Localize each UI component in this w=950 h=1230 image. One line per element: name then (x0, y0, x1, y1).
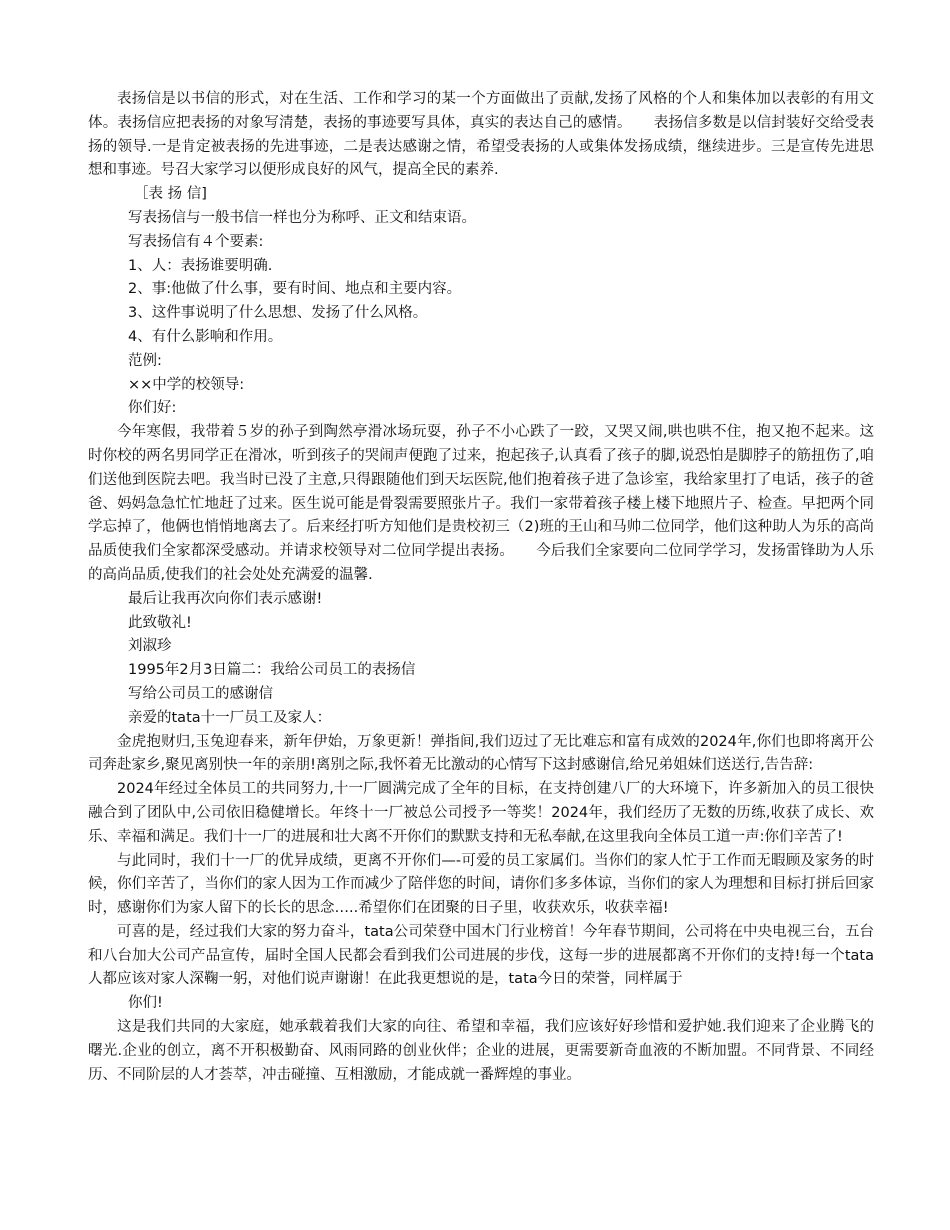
intro-paragraph: 表扬信是以书信的形式，对在生活、工作和学习的某一个方面做出了贡献,发扬了风格的个人和集体加以表彰的有用文体。表扬信应把表扬的对象写清楚，表扬的事迹要写具体，真实的表达自己的感情。 表扬信多数是以信封装好交给受表扬的领导.一是肯定被表扬的先进事迹，二是表达感谢之情，希望受表扬的人或集体发扬成绩，继续进步。三是宣传先进思想和事迹。号召大家学习以便形成良好的风气，提高全民的素养. (88, 91, 874, 179)
letter-body-paragraph: 今年寒假，我带着５岁的孙子到陶然亭滑冰场玩耍，孙子不小心跌了一跤，又哭又闹,哄也哄不住，抱又抱不起来。这时你校的两名男同学正在滑冰，听到孩子的哭闹声便跑了过来，抱起孩子,认真看了孩子的脚,说恐怕是脚脖子的筋扭伤了,咱们送他到医院去吧。我当时已没了主意,只得跟随他们到天坛医院,他们抱着孩子进了急诊室，我给家里打了电话，孩子的爸爸、妈妈急急忙忙地赶了过来。医生说可能是骨裂需要照张片子。我们一家带着孩子楼上楼下地照片子、检查。早把两个同学忘掉了，他俩也悄悄地离去了。后来经打听方知他们是贵校初三（2)班的王山和马帅二位同学，他们这种助人为乐的高尚品质使我们全家都深受感动。并请求校领导对二位同学提出表扬。 今后我们全家要向二位同学学习，发扬雷锋助为人乐的高尚品质,使我们的社会处处充满爱的温馨. (88, 424, 874, 583)
element-item-1: 1、人：表扬谁要明确. (128, 257, 273, 274)
document-page (88, 88, 874, 1087)
example-label: 范例: (128, 352, 162, 369)
second-letter-paragraph-5: 这是我们共同的大家庭，她承载着我们大家的向往、希望和幸福，我们应该好好珍惜和爱护她.我们迎来了企业腾飞的曙光.企业的创立，离不开积极勤奋、风雨同路的创业伙伴；企业的进展，更需要新奇血液的不断加盟。不同背景、不同经历、不同阶层的人才荟萃，冲击碰撞、互相激励，才能成就一番辉煌的事业。 (88, 1019, 874, 1083)
closing-salute: 此致敬礼! (128, 614, 192, 631)
letter-recipient: ××中学的校领导: (128, 376, 245, 393)
signature-name: 刘淑珍 (128, 638, 172, 655)
date-and-section-title: 1995年2月3日篇二：我给公司员工的表扬信 (128, 662, 416, 679)
second-letter-title: 写给公司员工的感谢信 (128, 685, 273, 702)
element-item-4: 4、有什么影响和作用。 (128, 328, 283, 345)
second-letter-paragraph-3: 与此同时，我们十一厂的优异成绩，更离不开你们—-可爱的员工家属们。当你们的家人忙于工作而无暇顾及家务的时候，你们辛苦了，当你们的家人因为工作而减少了陪伴您的时间，请你们多多体谅，当你们的家人为理想和目标打拼后回家时，感谢你们为家人留下的长长的思念…..希望你们在团聚的日子里，收获欢乐，收获幸福! (88, 852, 874, 917)
elements-heading: 写表扬信有４个要素: (128, 233, 264, 250)
closing-thanks: 最后让我再次向你们表示感谢! (128, 590, 323, 607)
letter-type-title: ［表 扬 信] (134, 186, 207, 203)
element-item-3: 3、这件事说明了什么思想、发扬了什么风格。 (128, 305, 428, 322)
second-letter-you-line: 你们! (128, 995, 163, 1012)
second-letter-greeting: 亲爱的tata十一厂员工及家人： (128, 709, 332, 726)
second-letter-paragraph-1: 金虎抱财归,玉兔迎春来，新年伊始，万象更新！弹指间,我们迈过了无比难忘和富有成效的2024年,你们也即将离开公司奔赴家乡,聚见离别快一年的亲朋!离别之际,我怀着无比激动的心情写下这封感谢信,给兄弟姐妹们送送行,告告辞: (88, 733, 874, 774)
second-letter-paragraph-2: 2024年经过全体员工的共同努力,十一厂圆满完成了全年的目标，在支持创建八厂的大环境下，许多新加入的员工很快融合到了团队中,公司依旧稳健增长。年终十一厂被总公司授予一等奖！2024年，我们经历了无数的历练,收获了成长、欢乐、幸福和满足。我们十一厂的进展和壮大离不开你们的默默支持和无私奉献,在这里我向全体员工道一声:你们辛苦了! (88, 781, 874, 845)
second-letter-paragraph-4: 可喜的是，经过我们大家的努力奋斗，tata公司荣登中国木门行业榜首！今年春节期间，公司将在中央电视三台，五台和八台加大公司产品宣传，届时全国人民都会看到我们公司进展的步伐，这每一步的进展都离不开你们的支持!每一个tata人都应该对家人深鞠一躬，对他们说声谢谢！在此我更想说的是，tata今日的荣誉，同样属于 (88, 923, 874, 988)
letter-greeting: 你们好: (128, 400, 177, 417)
structure-line: 写表扬信与一般书信一样也分为称呼、正文和结束语。 (128, 209, 476, 226)
element-item-2: 2、事:他做了什么事，要有时间、地点和主要内容。 (128, 281, 462, 298)
